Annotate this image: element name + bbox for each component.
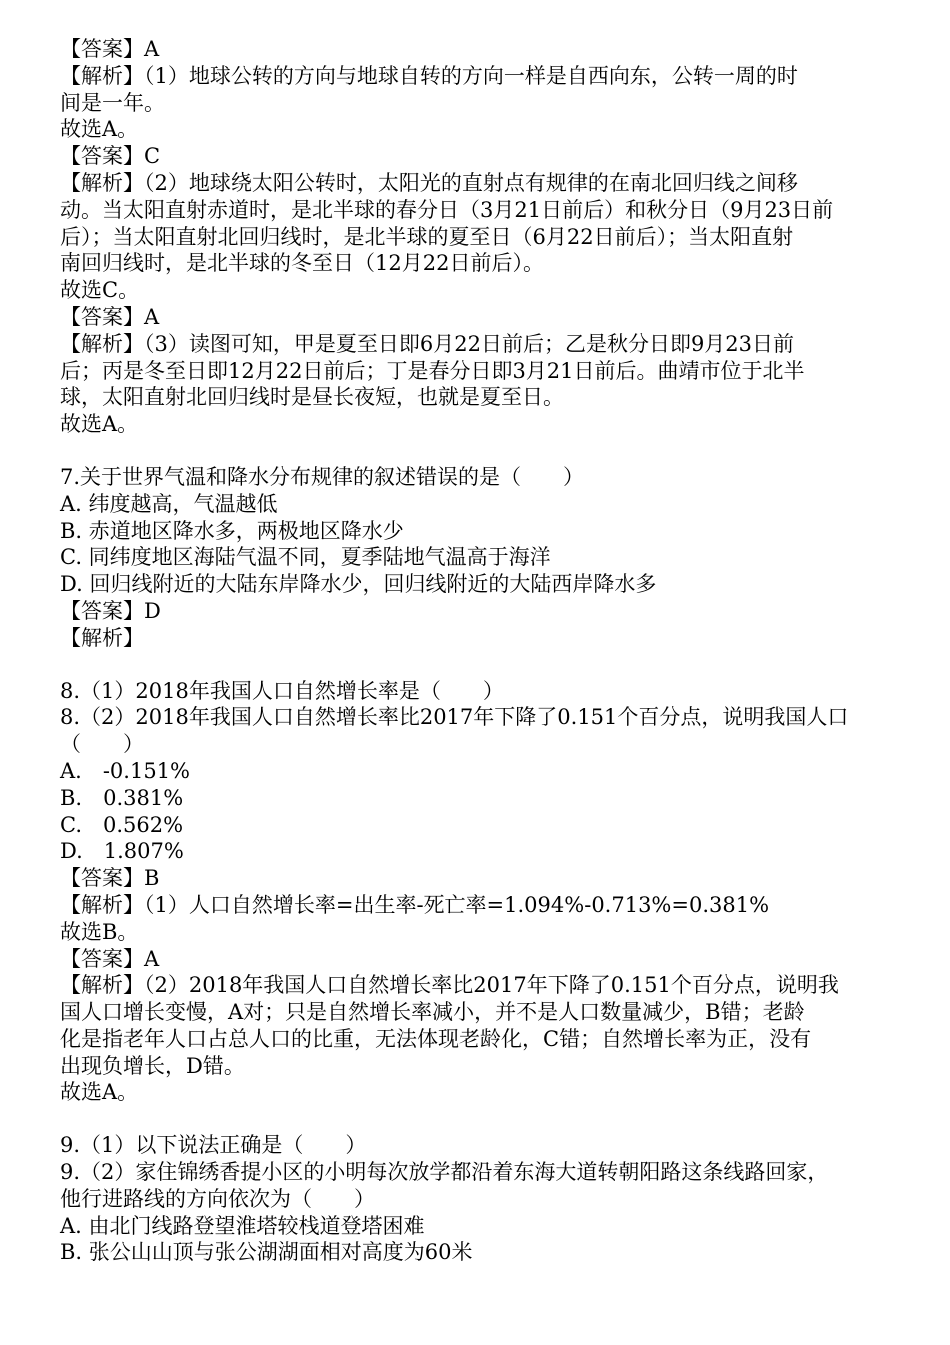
blank-line (60, 652, 880, 678)
text-line: 7.关于世界气温和降水分布规律的叙述错误的是（ ） (60, 464, 585, 489)
text-line: 【解析】（1）人口自然增长率=出生率-死亡率=1.094%-0.713%=0.381% (60, 892, 770, 917)
text-line: （ ） (60, 732, 144, 757)
text-line: D. 1.807% (60, 839, 184, 864)
text-line: B. 0.381% (60, 785, 184, 810)
text-line: 故选A。 (60, 117, 139, 142)
text-line: C. 0.562% (60, 812, 184, 837)
text-line: 【答案】A (60, 946, 160, 971)
text-line: D. 回归线附近的大陆东岸降水少，回归线附近的大陆西岸降水多 (60, 572, 657, 597)
text-line: 球，太阳直射北回归线时是昼长夜短，也就是夏至日。 (60, 385, 564, 410)
text-line: 故选C。 (60, 278, 140, 303)
text-line: 间是一年。 (60, 90, 165, 115)
blank-line (60, 438, 880, 464)
text-line: 出现负增长，D错。 (60, 1053, 245, 1078)
text-line: A. 纬度越高，气温越低 (60, 491, 278, 516)
text-line: 故选B。 (60, 919, 139, 944)
text-line: 【解析】 (60, 625, 144, 650)
text-line: 9.（2）家住锦绣香提小区的小明每次放学都沿着东海大道转朝阳路这条线路回家， (60, 1160, 829, 1185)
text-line: 【答案】A (60, 37, 160, 61)
text-line: A. 由北门线路登望淮塔较栈道登塔困难 (60, 1213, 425, 1238)
text-line: 国人口增长变慢，A对；只是自然增长率减小，并不是人口数量减少，B错；老龄 (60, 1000, 805, 1025)
text-line: 化是指老年人口占总人口的比重，无法体现老龄化，C错；自然增长率为正，没有 (60, 1026, 812, 1051)
text-line: 8.（2）2018年我国人口自然增长率比2017年下降了0.151个百分点，说明我国人口 (60, 705, 849, 730)
text-line: 后）；当太阳直射北回归线时，是北半球的夏至日（6月22日前后）；当太阳直射 (60, 224, 794, 249)
text-line: 他行进路线的方向依次为（ ） (60, 1186, 375, 1211)
text-line: 后；丙是冬至日即12月22日前后；丁是春分日即3月21日前后。曲靖市位于北半 (60, 358, 805, 383)
text-line: B. 张公山山顶与张公湖湖面相对高度为60米 (60, 1240, 473, 1265)
text-line: 9.（1）以下说法正确是（ ） (60, 1133, 367, 1158)
text-line: C. 同纬度地区海陆气温不同，夏季陆地气温高于海洋 (60, 545, 551, 570)
text-line: 【答案】A (60, 304, 160, 329)
text-line: 8.（1）2018年我国人口自然增长率是（ ） (60, 678, 504, 703)
text-line: 故选A。 (60, 1080, 139, 1105)
text-line: 【解析】（1）地球公转的方向与地球自转的方向一样是自西向东，公转一周的时 (60, 63, 798, 88)
text-line: 【解析】（2）2018年我国人口自然增长率比2017年下降了0.151个百分点，说明我 (60, 973, 839, 998)
text-line: B. 赤道地区降水多，两极地区降水少 (60, 518, 404, 543)
text-line: 【答案】C (60, 144, 161, 169)
text-line: 南回归线时，是北半球的冬至日（12月22日前后）。 (60, 251, 544, 276)
text-line: 【答案】D (60, 598, 161, 623)
text-line: A. -0.151% (60, 758, 191, 783)
text-line: 【解析】（3）读图可知，甲是夏至日即6月22日前后；乙是秋分日即9月23日前 (60, 331, 795, 356)
text-line: 动。当太阳直射赤道时，是北半球的春分日（3月21日前后）和秋分日（9月23日前 (60, 197, 834, 222)
text-line: 故选A。 (60, 412, 139, 437)
text-line: 【答案】B (60, 866, 160, 891)
text-line: 【解析】（2）地球绕太阳公转时，太阳光的直射点有规律的在南北回归线之间移 (60, 170, 798, 195)
blank-line (60, 1106, 880, 1132)
